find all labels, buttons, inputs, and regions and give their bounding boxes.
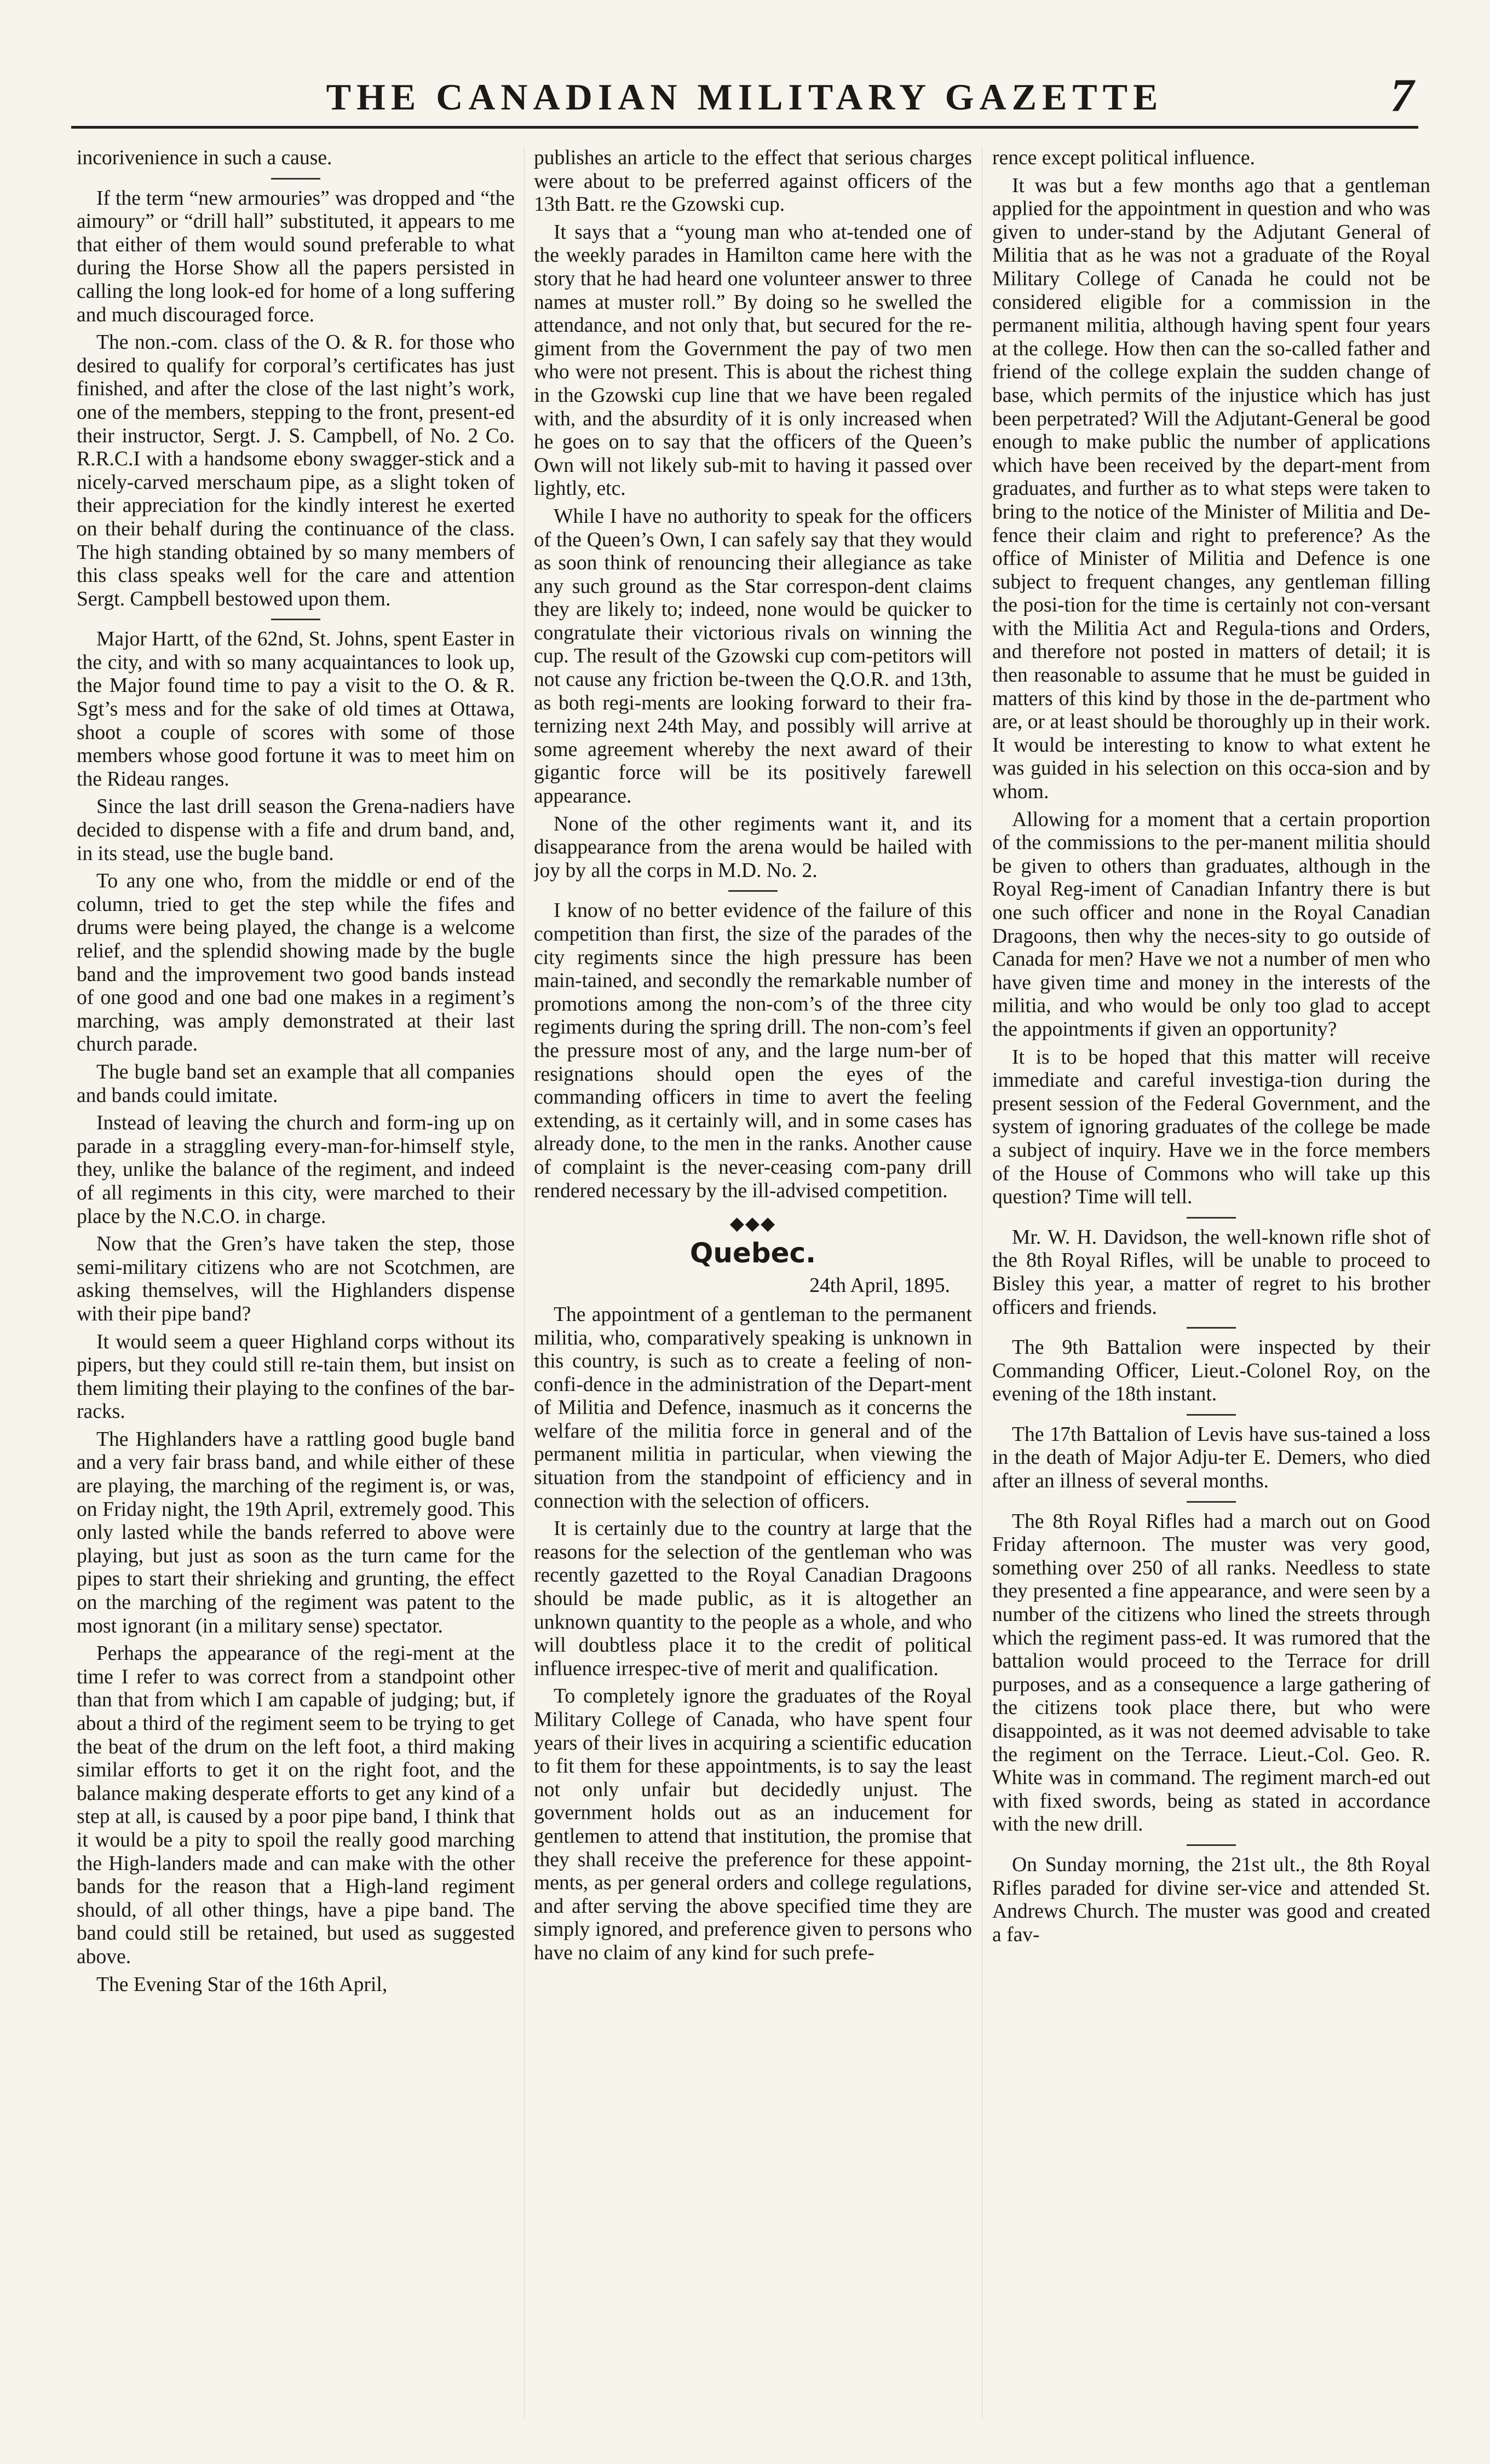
paragraph: Now that the Gren’s have taken the step, those semi-military citizens who are not Scotchmen, are asking themselves, will the Highlanders dispense with their pipe band? bbox=[77, 1233, 515, 1325]
paragraph: Perhaps the appearance of the regi-ment at the time I refer to was correct from a standpoint other than that from which I am capable of judging; but, if about a third of the regiment seem to be trying to get the beat of the drum on the left foot, a third making similar efforts to get it on the right foot, and the balance making desperate efforts to get any kind of a step at all, is caused by a poor pipe band, I think that it would be a pity to spoil the really good marching the High-landers made and can make with the other bands for the reason that a High-land regiment should, of all other things, have a pipe band. The band could still be retained, but used as suggested above. bbox=[77, 1642, 515, 1968]
column-2 bbox=[534, 147, 972, 2440]
paragraph: On Sunday morning, the 21st ult., the 8th Royal Rifles paraded for divine ser-vice and attended St. Andrews Church. The muster was good and created a fav- bbox=[992, 1853, 1430, 1946]
paragraph: The 8th Royal Rifles had a march out on Good Friday afternoon. The muster was very good, something over 250 of all ranks. Needless to state they presented a fine appearance, and were seen by a number of the citizens who lined the streets through which the regiment pass-ed. It was rumored that the battalion would proceed to the Terrace for drill purposes, and as a consequence a large gathering of the citizens took place there, but who were disappointed, as it was not deemed advisable to take the regiment on the Terrace. Lieut.-Col. Geo. R. White was in command. The regiment march-ed out with fixed swords, being as stated in accordance with the new drill. bbox=[992, 1510, 1430, 1836]
paragraph: publishes an article to the effect that serious charges were about to be preferred against officers of the 13th Batt. re the Gzowski cup. bbox=[534, 147, 972, 216]
paragraph: It is certainly due to the country at large that the reasons for the selection of the gentleman who was recently gazetted to the Royal Canadian Dragoons should be made public, as it is altogether an unknown quantity to the people as a whole, and who will doubtless place it to the credit of political influence irrespec-tive of merit and qualification. bbox=[534, 1517, 972, 1680]
paragraph: None of the other regiments want it, and its disappearance from the arena would be hailed with joy by all the corps in M.D. No. 2. bbox=[534, 812, 972, 882]
masthead bbox=[71, 66, 1418, 129]
ornamental-rule: ◆◆◆ bbox=[729, 1214, 776, 1234]
separator-rule bbox=[271, 619, 320, 620]
column-1 bbox=[77, 147, 515, 2440]
paragraph: Since the last drill season the Grena-nadiers have decided to dispense with a fife and drum band, and, in its stead, use the bugle band. bbox=[77, 795, 515, 865]
paragraph: The appointment of a gentleman to the permanent militia, who, comparatively speaking is unknown in this country, is such as to create a feeling of non-confi-dence in the administration of the Depart-ment of Militia and Defence, inasmuch as it concerns the welfare of the militia force in general and of the permanent militia in particular, when viewing the situation from the standpoint of efficiency and in connection with the selection of officers. bbox=[534, 1303, 972, 1513]
column-3 bbox=[992, 147, 1430, 2440]
separator-rule bbox=[1187, 1844, 1236, 1846]
separator-rule bbox=[271, 178, 320, 180]
page-number: 7 bbox=[1390, 69, 1414, 122]
paragraph: The Evening Star of the 16th April, bbox=[96, 1973, 388, 1996]
dateline: 24th April, 1895. bbox=[809, 1274, 950, 1297]
paragraph: The 17th Battalion of Levis have sus-tained a loss in the death of Major Adju-ter E. Demers, who died after an illness of several months. bbox=[992, 1423, 1430, 1493]
paragraph: The non.-com. class of the O. & R. for those who desired to qualify for corporal’s certificates has just finished, and after the close of the last night’s work, one of the members, stepping to the front, present-ed their instructor, Sergt. J. S. Campbell, of No. 2 Co. R.R.C.I with a handsome ebony swagger-stick and a nicely-carved merschaum pipe, as a slight token of their appreciation for the kindly interest he exerted on their behalf during the continuance of the class. The high standing obtained by so many members of this class speaks well for the care and attention Sergt. Campbell bestowed upon them. bbox=[77, 331, 515, 610]
paragraph: incorivenience in such a cause. bbox=[77, 147, 332, 169]
paragraph: It was but a few months ago that a gentleman applied for the appointment in question and who was given to under-stand by the Adjutant General of Militia that as he was not a graduate of the Royal Military College of Canada he could not be considered eligible for a commission in the permanent militia, although having spent four years at the college. How then can the so-called father and friend of the college explain the sudden change of base, which permits of the injustice which has just been perpetrated? Will the Adjutant-General be good enough to make public the number of applications which have been received by the depart-ment from graduates, and further as to what steps were taken to bring to the notice of the Minister of Militia and De-fence their claim and right to preference? As the office of Minister of Militia and Defence is one subject to frequent changes, any gentleman filling the posi-tion for the time is certainly not con-versant with the Militia Act and Regula-tions and Orders, and therefore not posted in matters of detail; it is then reasonable to assume that he must be guided in matters of this kind by those in the de-partment who are, or at least should be thoroughly up in their work. It would be interesting to know to what extent he was guided in his selection on this occa-sion and by whom. bbox=[992, 174, 1430, 804]
section-heading: Quebec. bbox=[689, 1237, 816, 1269]
paragraph: Instead of leaving the church and form-ing up on parade in a straggling every-man-for-himself style, they, unlike the balance of the regiment, and indeed of all regiments in this city, were marched to their place by the N.C.O. in charge. bbox=[77, 1112, 515, 1228]
paragraph: I know of no better evidence of the failure of this competition than first, the size of the parades of the city regiments since the high pressure has been main-tained, and secondly the remarkable number of promotions among the non-com’s of the three city regiments during the spring drill. The non-com’s feel the pressure most of any, and the large num-ber of resignations should open the eyes of the commanding officers in time to avert the feeling extending, as it certainly will, and in some cases has already done, to the men in the ranks. Another cause of complaint is the never-ceasing com-pany drill rendered necessary by the ill-advised competition. bbox=[534, 899, 972, 1202]
paragraph: Major Hartt, of the 62nd, St. Johns, spent Easter in the city, and with so many acquaintances to look up, the Major found time to pay a visit to the O. & R. Sgt’s mess and for the sake of old times at Ottawa, shoot a couple of scores with some of those members whose good fortune it was to meet him on the Rideau ranges. bbox=[77, 628, 515, 790]
paragraph: rence except political influence. bbox=[992, 147, 1255, 169]
paragraph: It is to be hoped that this matter will receive immediate and careful investiga-tion during the present session of the Federal Government, and the system of ignoring graduates of the college be made a subject of inquiry. Have we in the force members of the House of Commons who will take up this question? Time will tell. bbox=[992, 1046, 1430, 1209]
paragraph: To any one who, from the middle or end of the column, tried to get the step while the fifes and drums were being played, the change is a welcome relief, and the splendid showing made by the bugle band and the improvement two good bands instead of one good and one bad one makes in a regiment’s marching, was amply demonstrated at their last church parade. bbox=[77, 870, 515, 1056]
paragraph: It would seem a queer Highland corps without its pipers, but they could still re-tain them, but insist on them limiting their playing to the confines of the bar-racks. bbox=[77, 1330, 515, 1423]
separator-rule bbox=[1187, 1501, 1236, 1503]
separator-rule bbox=[1187, 1327, 1236, 1329]
paragraph: The bugle band set an example that all companies and bands could imitate. bbox=[77, 1060, 515, 1107]
separator-rule bbox=[728, 890, 778, 892]
paragraph: To completely ignore the graduates of the Royal Military College of Canada, who have spent four years of their lives in acquiring a scientific education to fit them for these appointments, is to say the least not only unfair but decidedly unjust. The government holds out as an inducement for gentlemen to attend that institution, the promise that they shall receive the preference for these appoint-ments, as per general orders and college regulations, and after serving the above specified time they are simply ignored, and preference given to persons who have no claim of any kind for such prefe- bbox=[534, 1685, 972, 1964]
paragraph: While I have no authority to speak for the officers of the Queen’s Own, I can safely say that they would as soon think of renouncing their allegiance as take any such ground as the Star correspon-dent claims they are likely to; indeed, none would be quicker to congratulate their victorious rivals on winning the cup. The result of the Gzowski cup com-petitors will not cause any friction be-tween the Q.O.R. and 13th, as both regi-ments are looking forward to their fra-ternizing next 24th May, and possibly will arrive at some agreement whereby the next award of their gigantic force will be its positively farewell appearance. bbox=[534, 505, 972, 808]
paragraph: It says that a “young man who at-tended one of the weekly parades in Hamilton came here with the story that he had heard one volunteer answer to three names at muster roll.” By doing so he swelled the attendance, and not only that, but secured for the re-giment from the Government the pay of two men who were not present. This is about the richest thing in the Gzowski cup line that we have been regaled with, and the absurdity of it is only increased when he goes on to say that the officers of the Queen’s Own will not likely sub-mit to having it passed over lightly, etc. bbox=[534, 221, 972, 500]
separator-rule bbox=[1187, 1414, 1236, 1416]
publication-title: THE CANADIAN MILITARY GAZETTE bbox=[326, 76, 1164, 118]
paragraph: The Highlanders have a rattling good bugle band and a very fair brass band, and while either of these are playing, the marching of the regiment is, or was, on Friday night, the 19th April, extremely good. This only lasted while the bands referred to above were playing, but just as soon as the turn came for the pipes to start their shrieking and grunting, the effect on the marching of the regiment was patent to the most ignorant (in a military sense) spectator. bbox=[77, 1428, 515, 1637]
paragraph: If the term “new armouries” was dropped and “the aimoury” or “drill hall” substituted, it appears to me that either of them would sound preferable to what during the Horse Show all the papers persisted in calling the long look-ed for home of a long suffering and much discouraged force. bbox=[77, 187, 515, 326]
paragraph: Mr. W. H. Davidson, the well-known rifle shot of the 8th Royal Rifles, will be unable to proceed to Bisley this year, a matter of regret to his brother officers and friends. bbox=[992, 1226, 1430, 1319]
column-divider bbox=[524, 147, 525, 2419]
separator-rule bbox=[1187, 1217, 1236, 1219]
paragraph: Allowing for a moment that a certain proportion of the commissions to the per-manent militia should be given to others than graduates, although in the Royal Reg-iment of Canadian Infantry there is but one such officer and none in the Royal Canadian Dragoons, then why the neces-sity to go outside of Canada for men? Have we not a number of men who have given time and money in the interests of the militia, and who would be only too glad to accept the appointments if given an opportunity? bbox=[992, 808, 1430, 1041]
paragraph: The 9th Battalion were inspected by their Commanding Officer, Lieut.-Colonel Roy, on the evening of the 18th instant. bbox=[992, 1336, 1430, 1406]
